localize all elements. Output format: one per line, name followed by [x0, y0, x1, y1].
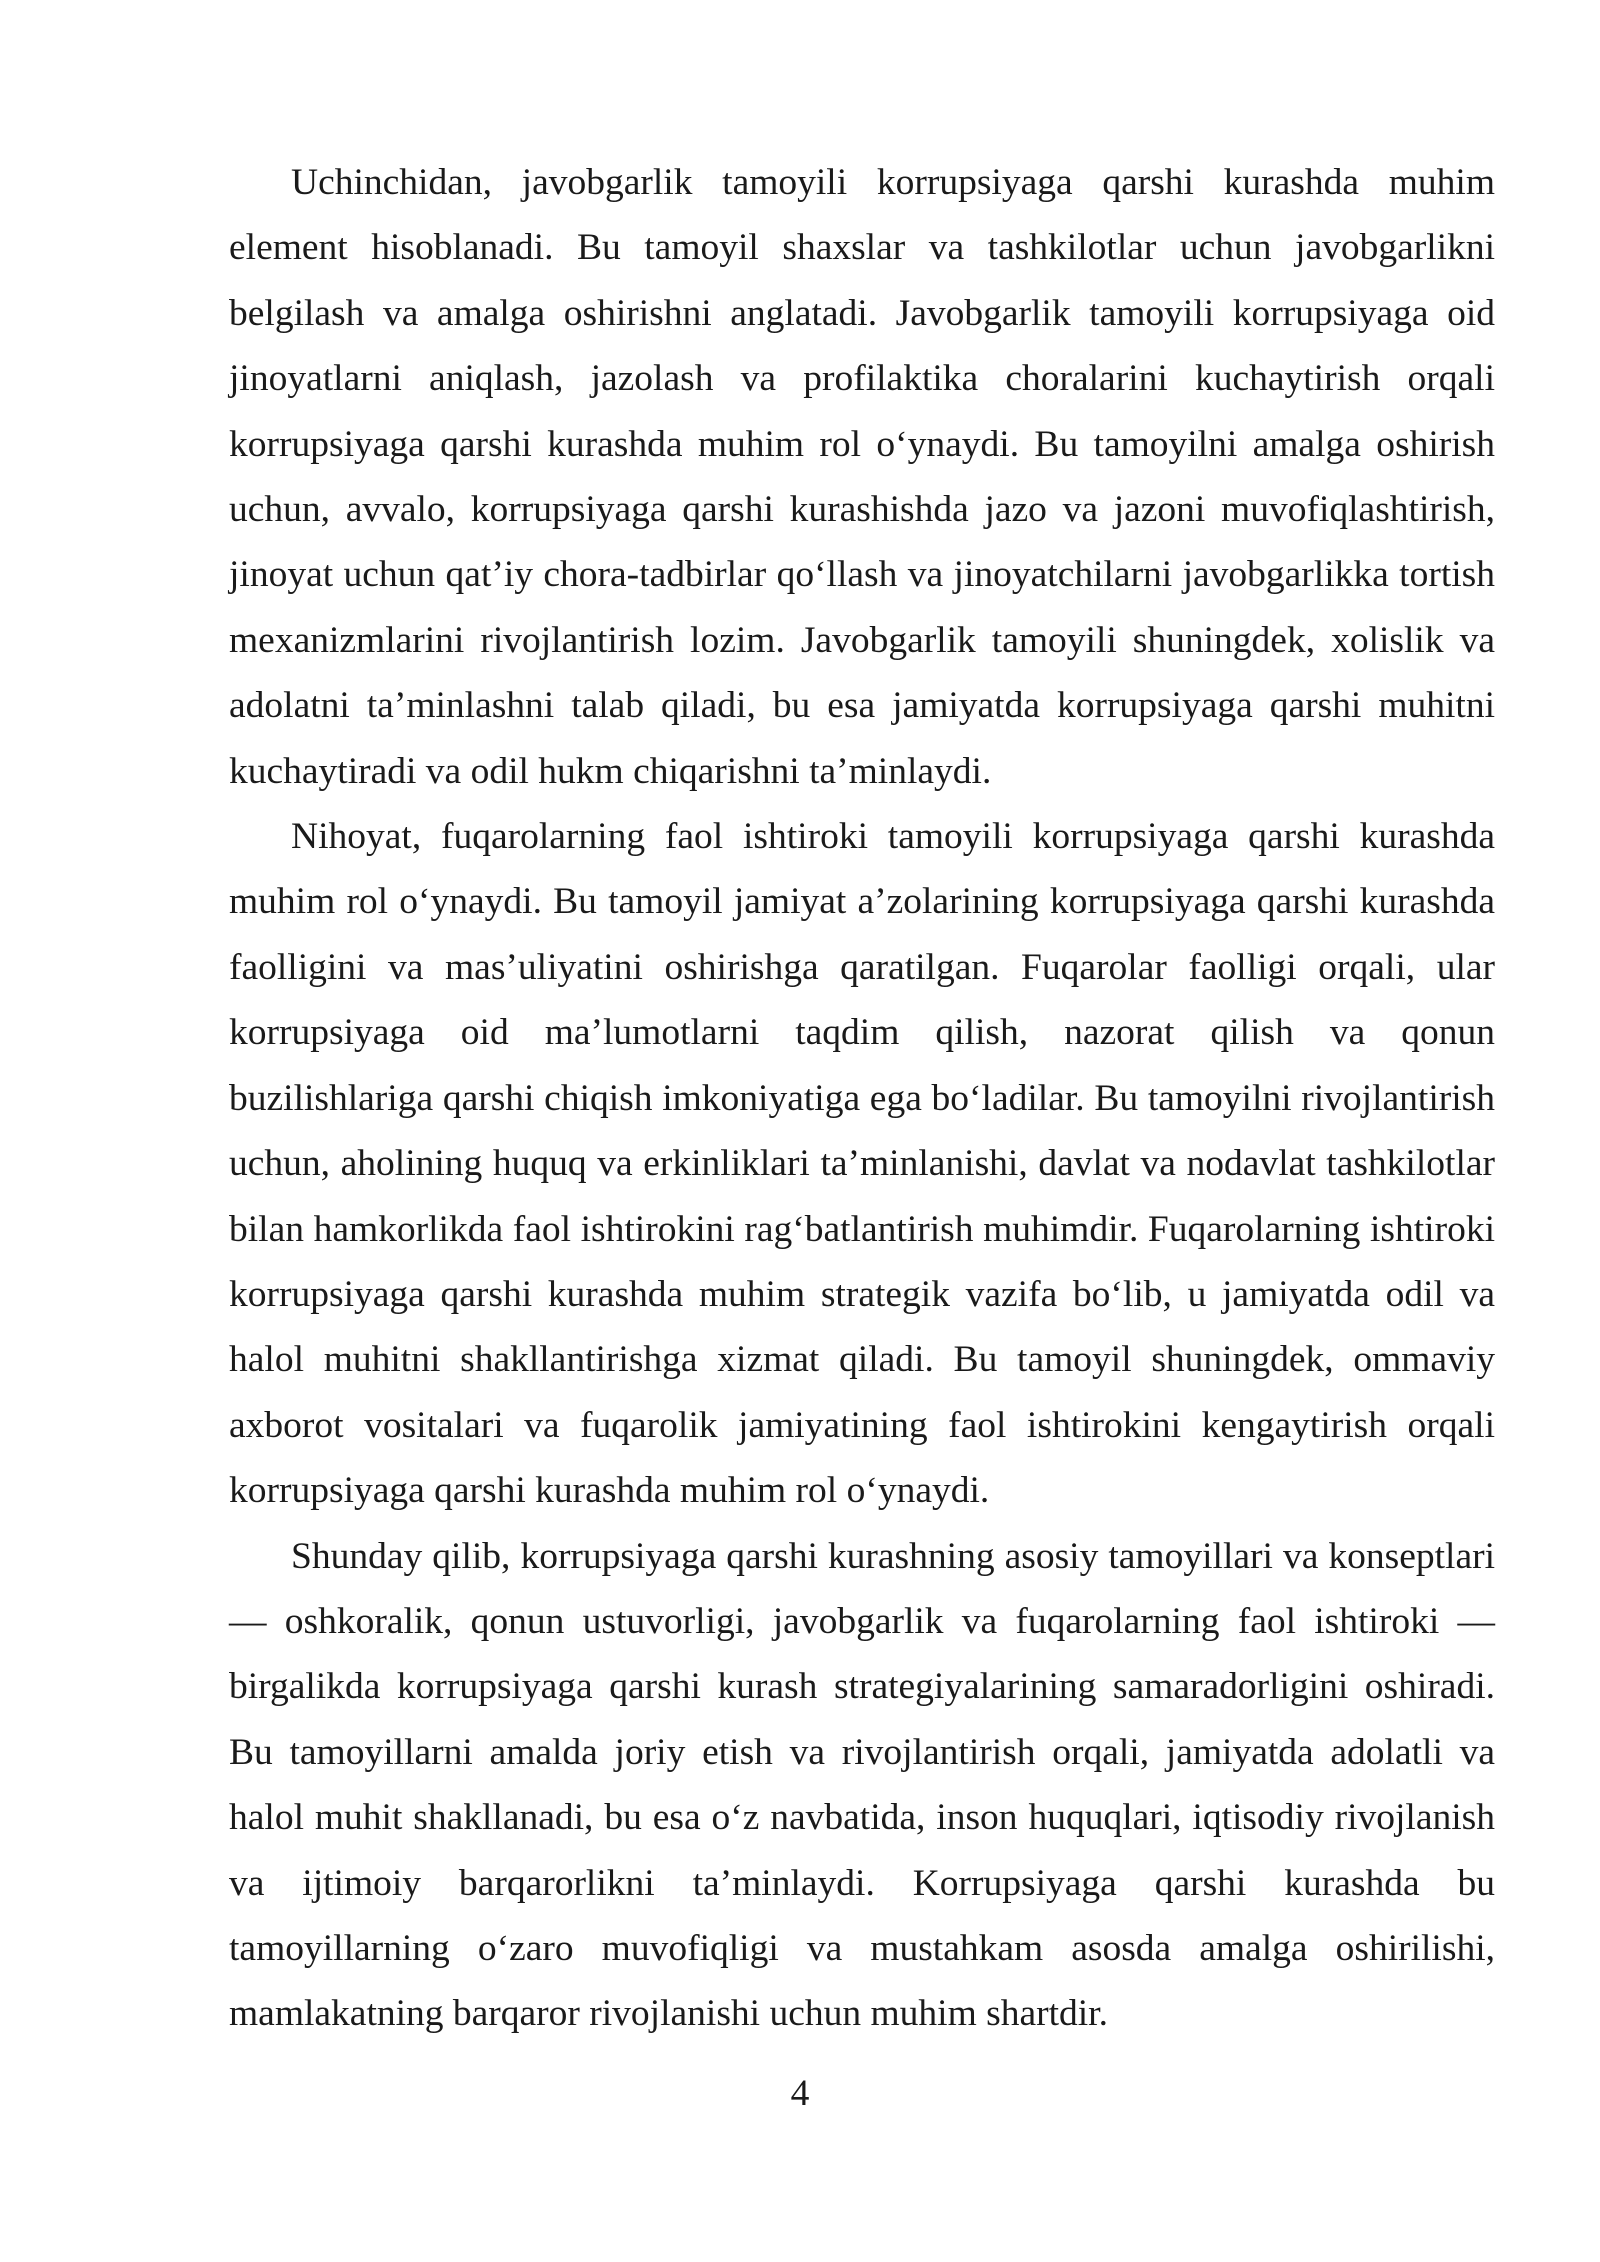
body-text: [229, 150, 1495, 2047]
paragraph-conclusion: Shunday qilib, korrupsiyaga qarshi kurashning asosiy tamoyillari va konseptlari — oshkoralik, qonun ustuvorligi, javobgarlik va fuqarolarning faol ishtiroki — birgalikda korrupsiyaga qarshi kurash strategiyalarining samaradorligini oshiradi. Bu tamoyillarni amalda joriy etish va rivojlantirish orqali, jamiyatda adolatli va halol muhit shakllanadi, bu esa o‘z navbatida, inson huquqlari, iqtisodiy rivojlanish va ijtimoiy barqarorlikni ta’minlaydi. Korrupsiyaga qarshi kurashda bu tamoyillarning o‘zaro muvofiqligi va mustahkam asosda amalga oshirilishi, mamlakatning barqaror rivojlanishi uchun muhim shartdir.: [229, 1535, 1495, 2035]
paragraph-accountability: Uchinchidan, javobgarlik tamoyili korrupsiyaga qarshi kurashda muhim element hisoblanadi. Bu tamoyil shaxslar va tashkilotlar uchun javobgarlikni belgilash va amalga oshirishni anglatadi. Javobgarlik tamoyili korrupsiyaga oid jinoyatlarni aniqlash, jazolash va profilaktika choralarini kuchaytirish orqali korrupsiyaga qarshi kurashda muhim rol o‘ynaydi. Bu tamoyilni amalga oshirish uchun, avvalo, korrupsiyaga qarshi kurashishda jazo va jazoni muvofiqlashtirish, jinoyat uchun qat’iy chora-tadbirlar qo‘llash va jinoyatchilarni javobgarlikka tortish mexanizmlarini rivojlantirish lozim. Javobgarlik tamoyili shuningdek, xolislik va adolatni ta’minlashni talab qiladi, bu esa jamiyatda korrupsiyaga qarshi muhitni kuchaytiradi va odil hukm chiqarishni ta’minlaydi.: [229, 162, 1495, 792]
page-number: 4: [790, 2073, 810, 2114]
paragraph-citizen-participation: Nihoyat, fuqarolarning faol ishtiroki tamoyili korrupsiyaga qarshi kurashda muhim rol o‘ynaydi. Bu tamoyil jamiyat a’zolarining korrupsiyaga qarshi kurashda faolligini va mas’uliyatini oshirishga qaratilgan. Fuqarolar faolligi orqali, ular korrupsiyaga oid ma’lumotlarni taqdim qilish, nazorat qilish va qonun buzilishlariga qarshi chiqish imkoniyatiga ega bo‘ladilar. Bu tamoyilni rivojlantirish uchun, aholining huquq va erkinliklari ta’minlanishi, davlat va nodavlat tashkilotlar bilan hamkorlikda faol ishtirokini rag‘batlantirish muhimdir. Fuqarolarning ishtiroki korrupsiyaga qarshi kurashda muhim strategik vazifa bo‘lib, u jamiyatda odil va halol muhitni shakllantirishga xizmat qiladi. Bu tamoyil shuningdek, ommaviy axborot vositalari va fuqarolik jamiyatining faol ishtirokini kengaytirish orqali korrupsiyaga qarshi kurashda muhim rol o‘ynaydi.: [229, 816, 1495, 1512]
